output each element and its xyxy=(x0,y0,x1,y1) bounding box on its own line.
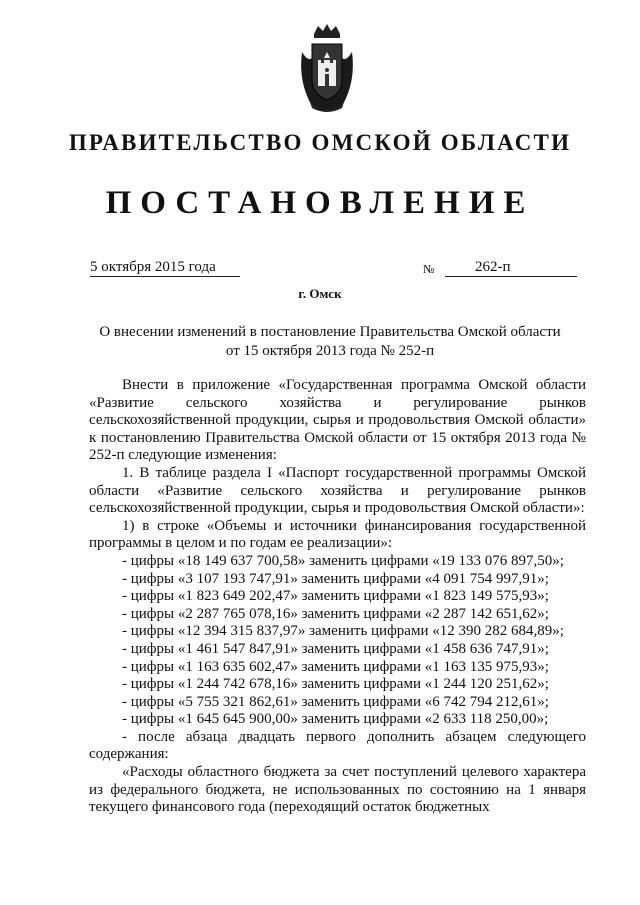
decree-date: 5 октября 2015 года xyxy=(90,258,240,277)
point-1-paragraph: 1. В таблице раздела I «Паспорт государственной программы Омской области «Развитие сельского хозяйства и регулирование рынков сельскохозяйственной продукции, сырья и продовольствия Омской области»: xyxy=(89,464,586,517)
document-body xyxy=(89,377,586,817)
subject-line-2: от 15 октября 2013 года № 252-п xyxy=(225,343,435,359)
quoted-paragraph: «Расходы областного бюджета за счет поступлений целевого характера из федерального бюджета, не использованных по состоянию на 1 января текущего финансового года (переходящий остаток бюджетных xyxy=(89,764,586,816)
replacement-item: - цифры «18 149 637 700,58» заменить цифрами «19 133 076 897,50»; xyxy=(122,552,564,569)
decree-subject xyxy=(70,323,590,361)
replacement-item: - цифры «1 823 649 202,47» заменить цифрами «1 823 149 575,93»; xyxy=(122,588,549,605)
decree-number: 262-п xyxy=(445,258,577,277)
subpoint-1-paragraph: 1) в строке «Объемы и источники финансирования государственной программы в целом и по годам ее реализации»: xyxy=(89,517,586,552)
replacement-item: - цифры «1 244 742 678,16» заменить цифрами «1 244 120 251,62»; xyxy=(122,676,549,693)
intro-paragraph: Внести в приложение «Государственная программа Омской области «Развитие сельского хозяйства и регулирование рынков сельскохозяйственной продукции, сырья и продовольствия Омской области» к постановлению Правительства Омской области от 15 октября 2013 года № 252-п следующие изменения: xyxy=(89,377,586,464)
replacement-item: - цифры «5 755 321 862,61» заменить цифрами «6 742 794 212,61»; xyxy=(122,693,549,710)
replacement-item: - цифры «1 645 645 900,00» заменить цифрами «2 633 118 250,00»; xyxy=(122,711,549,728)
subject-line-1: О внесении изменений в постановление Правительства Омской области xyxy=(99,324,561,340)
city-name: г. Омск xyxy=(298,286,342,301)
document-type-title: ПОСТАНОВЛЕНИЕ xyxy=(105,185,535,221)
government-title: ПРАВИТЕЛЬСТВО ОМСКОЙ ОБЛАСТИ xyxy=(68,130,572,155)
replacement-item: - цифры «2 287 765 078,16» заменить цифрами «2 287 142 651,62»; xyxy=(122,605,549,622)
replacement-item: - цифры «1 163 635 602,47» заменить цифрами «1 163 135 975,93»; xyxy=(122,658,549,675)
replacement-item: - цифры «3 107 193 747,91» заменить цифрами «4 091 754 997,91»; xyxy=(122,570,549,587)
addition-paragraph: - после абзаца двадцать первого дополнить абзацем следующего содержания: xyxy=(89,728,586,763)
coat-of-arms-emblem xyxy=(296,22,358,114)
replacement-item: - цифры «12 394 315 837,97» заменить цифрами «12 390 282 684,89»; xyxy=(122,623,564,640)
number-sign: № xyxy=(423,262,435,276)
replacement-item: - цифры «1 461 547 847,91» заменить цифрами «1 458 636 747,91»; xyxy=(122,640,549,657)
